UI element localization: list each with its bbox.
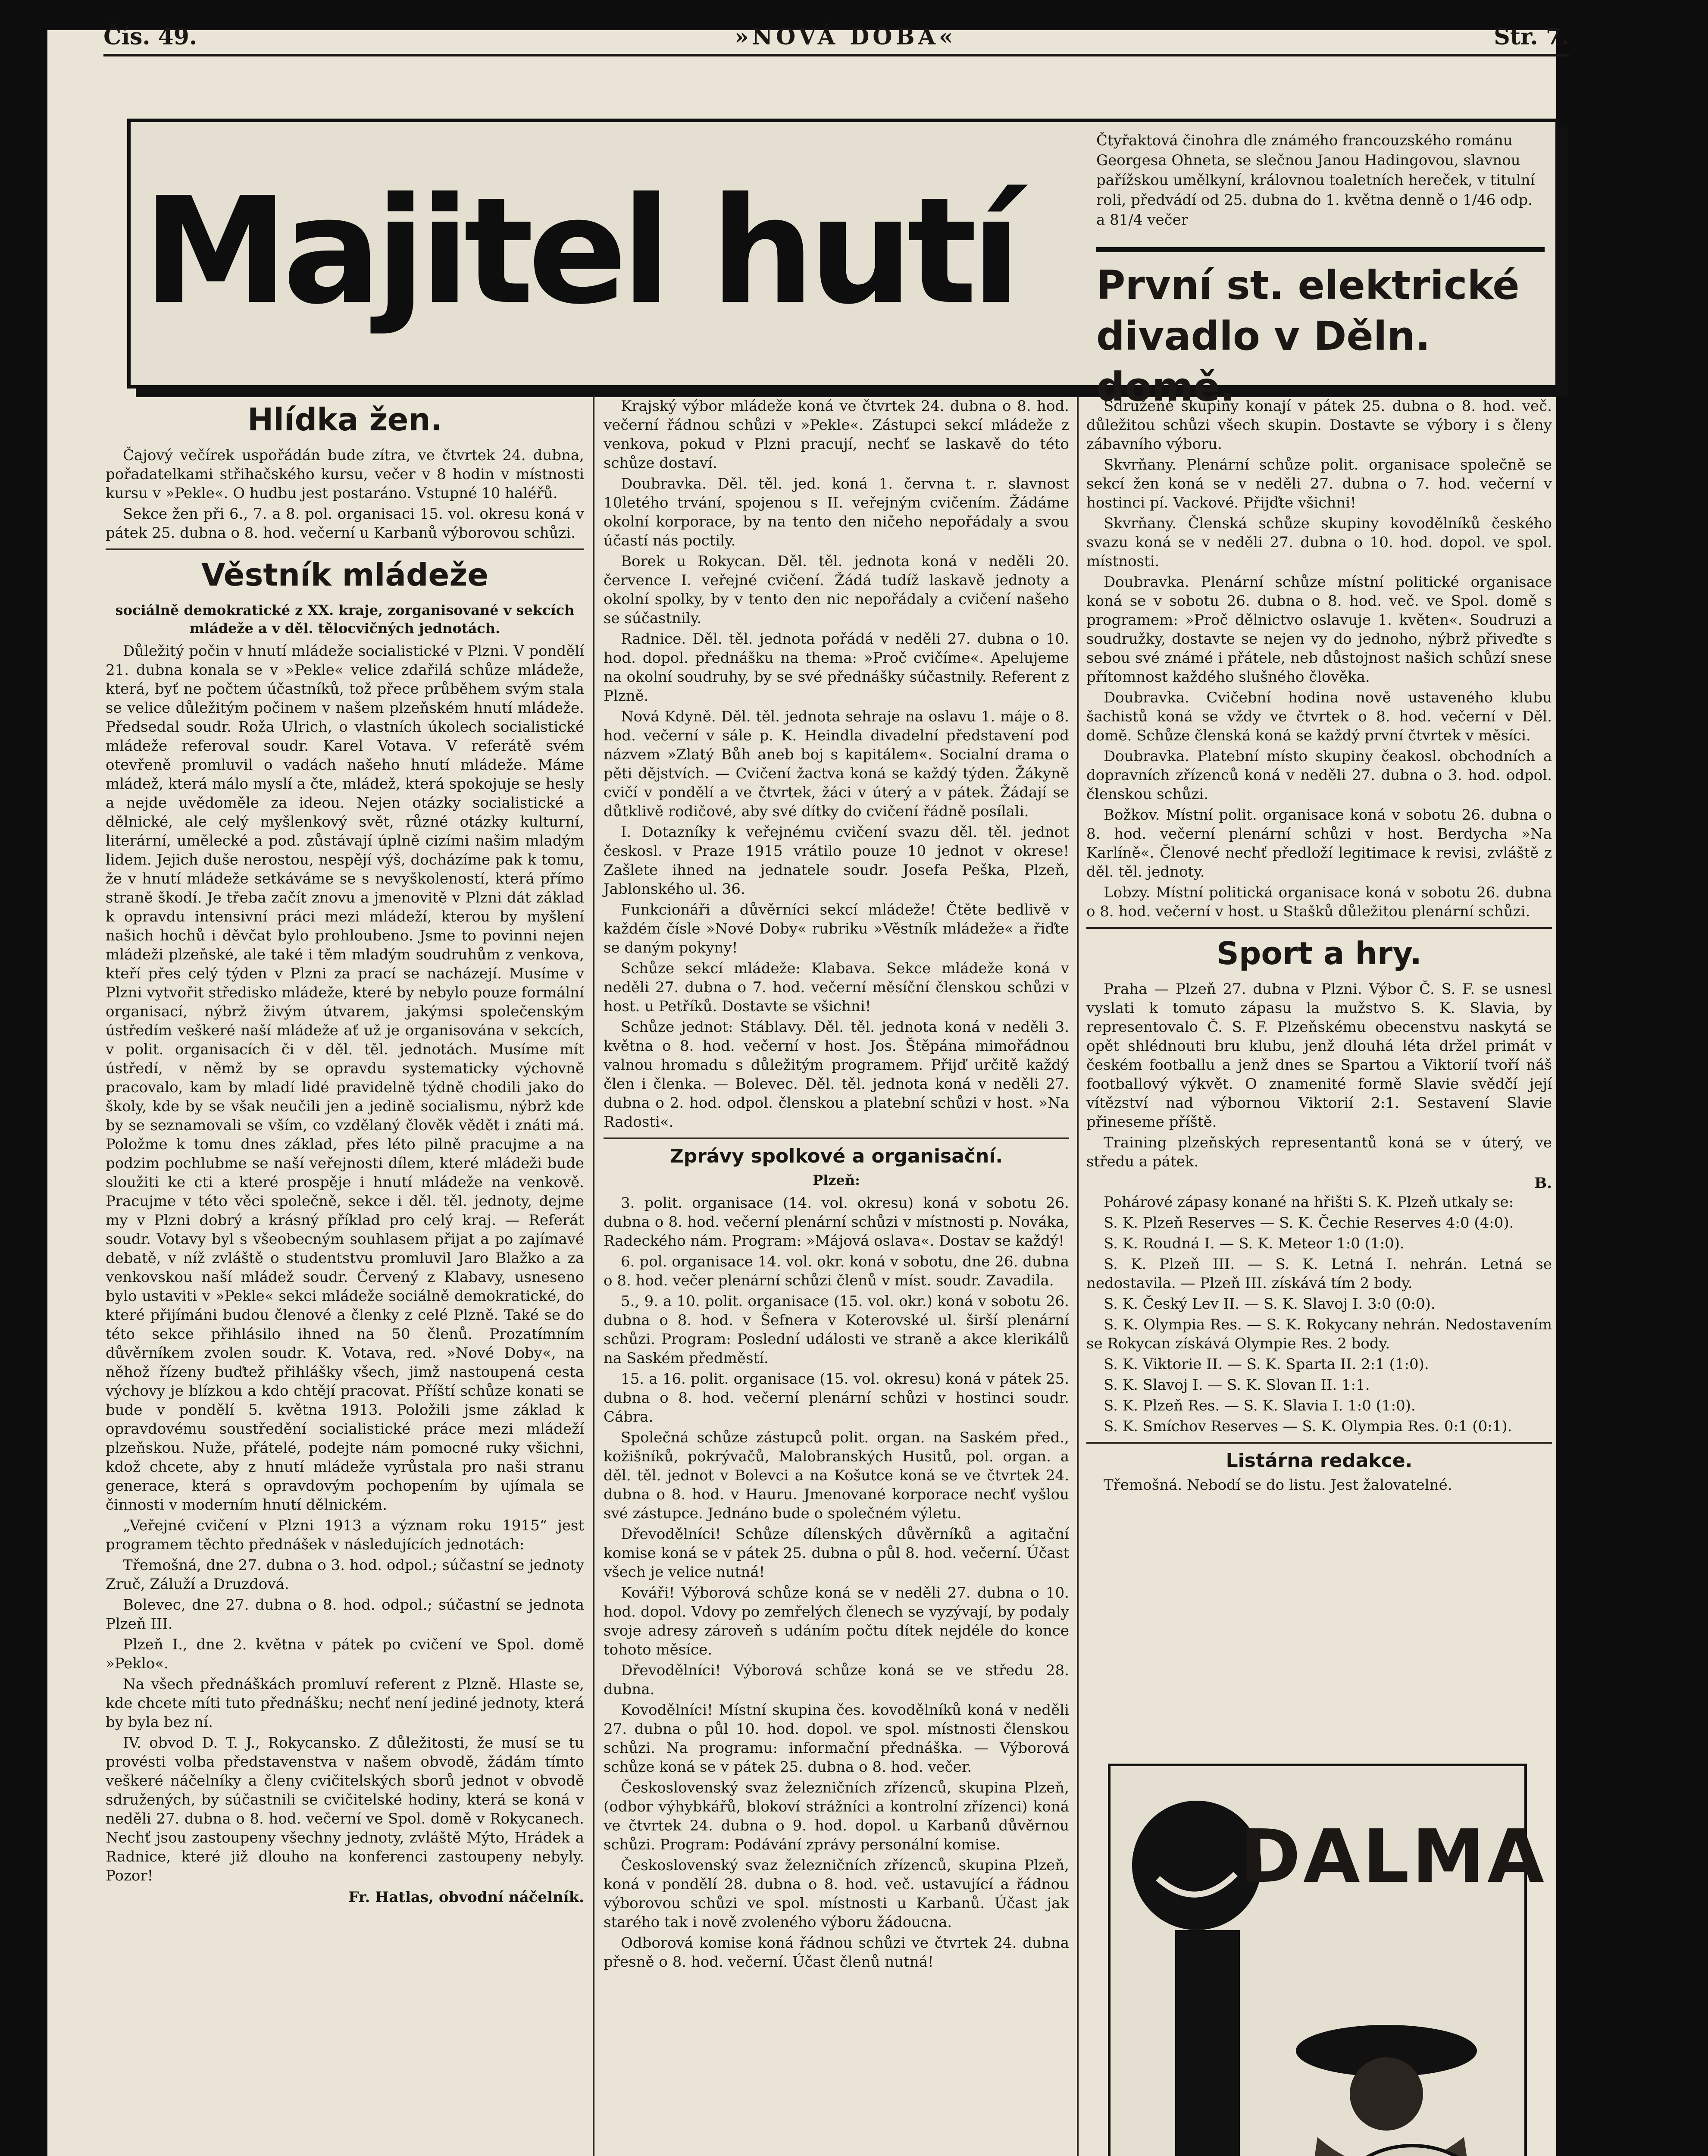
signature: Fr. Hatlas, obvodní náčelník. [348,1889,584,1906]
article-signature: B. [1534,1175,1552,1192]
ad-title: Majitel hutí [143,166,1016,337]
match-result: S. K. Plzeň Reserves — S. K. Čechie Reserves 4:0 (4:0). [1104,1214,1514,1232]
article-paragraph: Doubravka. Cvičební hodina nově ustaveného klubu šachistů koná se vždy ve čtvrtek o 8. hod. večerní v Děl. domě. Schůze členská koná se každý první čtvrtek v měsíci. [1086,689,1552,744]
article-paragraph: I. Dotazníky k veřejnému cvičení svazu děl. těl. jednot českosl. v Praze 1915 vrátilo pouze 10 jednot v okrese! Zašlete ihned na jednatele soudr. Josefa Peška, Plzeň, Jablonského ul. 36. [604,824,1069,898]
article-paragraph: Odborová komise koná řádnou schůzi ve čtvrtek 24. dubna přesně o 8. hod. večerní. Účast členů nutná! [604,1934,1069,1971]
match-result: S. K. Plzeň III. — S. K. Letná I. nehrán. Letná se nedostavila. — Plzeň III. získává tím 2 body. [1086,1256,1552,1292]
film-advertisement [127,119,1559,410]
article-paragraph: Důležitý počin v hnutí mládeže socialistické v Plzni. V pondělí 21. dubna konala se v »Pekle« velice zdařilá schůze mládeže, která, byť ne počtem účastníků, tož přece průběhem svým stala se velice důležitým počinem v našem plzeňském hnutí mládeže. Předsedal soudr. Roža Ulrich, o vlastních úkolech socialistické mládeže referoval soudr. Karel Votava. V referátě svém otevřeně promluvil o vadách našeho hnutí mládeže. Máme mládež, která málo myslí a čte, mládež, která spokojuje se hesly a nejde uvědoměle za ideou. Nejen otázky socialistické a dělnické, ale celý myšlenkový svět, různé otázky kulturní, literární, umělecké a pod. zůstávají úplně cizími našim mladým lidem. Jejich duše nerostou, nespějí výš, docházíme pak k tomu, že v hnutí mládeže setkáváme se s nevyškoleností, která přímo straně škodí. Je třeba začít znovu a jmenovitě v Plzni dát základ k opravdu intensivní práci mezi mládeží, kterou by myšlení našich hochů i děvčat bylo prohloubeno. Jsme to povinni nejen mládeži plzeňské, ale také i těm mladým soudruhům z venkova, kteří přes celý týden v Plzni za prací se nacházejí. Musíme v Plzni vytvořit středisko mládeže, které by nebylo pouze formální organisací, nýbrž živým útvarem, jakýmsi společenským ústředím veškeré naší mládeže ať už je organisována v sekcích, v polit. organisacích či v děl. těl. jednotách. Musíme mít ústředí, v němž by se opravdu systematicky výchovně pracovalo, kam by mladí lidé pravidelně týdně chodili jako do školy, kde by se však neučili jen a jedině socialismu, nýbrž kde by se seznamovali se vším, co vzdělaný člověk vědět i znáti má. Položme k tomu dnes základ, přes léto pilně pracujme a na podzim pochlubme se naší veřejnosti dílem, které mládeži bude sloužiti ke cti a které prospěje i hnutí mládeže na venkově. Pracujme v této věci společně, sekce i děl. těl. jednoty, dejme my v Plzni dobrý a krásný příklad pro celý kraj. — Referát soudr. Votavy byl s všeobecným souhlasem přijat a po zajímavé debatě, v níž zvláště o studentstvu promluvil Jaro Blažko a za venkovskou naší mládež soudr. Červený z Klabavy, usneseno bylo ustaviti v »Pekle« sekci mládeže sociálně demokratické, do které přijímáni budou členové a členky z celé Plzně. Také se do této sekce přihlásilo ihned na 50 členů. Prozatímním důvěrníkem zvolen soudr. K. Votava, red. »Nové Doby«, na něhož řízeny buďtež přihlášky všech, jimž nastoupená cesta výchovy je blízkou a kdo chtějí pracovat. Příští schůze konati se bude v pondělí 5. května 1913. Položili jsme základ k opravdovému soustředění socialistické práce mezi mládeží plzeňskou. Nuže, přátelé, podejte nám pomocné ruky všichni, kdož chcete, aby z hnutí mládeže vyrůstala pro naši stranu generace, která s opravdovým pochopením by ujímala se činnosti v moderním hnutí dělnickém. [106,642,584,1514]
section-subtitle: sociálně demokratické z XX. kraje, zorganisované v sekcích mládeže a v děl. tělocvičných jednotách. [115,602,575,636]
article-paragraph: Praha — Plzeň 27. dubna v Plzni. Výbor Č. S. F. se usnesl vyslati k tomuto zápasu la mužstvo S. K. Slavia, by representovalo Č. S. F. Plzeňskému obecenstvu naskytá se opět shlédnouti bru klubu, jenž dlouhá léta držel primát v českém footballu a jenž dnes se Spartou a Viktorií tvoří náš footballový výkvět. O znamenité formě Slavie svědčí její vítězství nad výbornou Viktorií 2:1. Sestavení Slavie přineseme příště. [1086,981,1552,1131]
woman-head [1350,2057,1423,2131]
article-paragraph: Borek u Rokycan. Děl. těl. jednota koná v neděli 20. července I. veřejné cvičení. Žádá tudíž laskavě jednoty a okolní spolky, by v tento den nic nepořádaly a cvičení našeho se súčastnily. [604,553,1069,627]
section-title-sport: Sport a hry. [1217,935,1422,971]
article-paragraph: Doubravka. Plenární schůze místní politické organisace koná se v sobotu 26. dubna o 8. hod. več. ve Spol. domě s programem: »Proč dělnictvo oslavuje 1. květen«. Soudruzi a soudružky, dostavte se nejen vy do jednoho, nýbrž přiveďte s sebou své známé i přátele, neb důstojnost našich schůzí snese přítomnost každého slušného člověka. [1086,573,1552,686]
section-title-listarna: Listárna redakce. [1226,1450,1413,1472]
article-paragraph: Čajový večírek uspořádán bude zítra, ve čtvrtek 24. dubna, pořadatelkami střihačského kursu, večer v 8 hodin v místnosti kursu v »Pekle«. O hudbu jest postaráno. Vstupné 10 haléřů. [106,447,584,502]
match-result: S. K. Slavoj I. — S. K. Slovan II. 1:1. [1104,1376,1370,1394]
section-divider [1086,1442,1552,1444]
article-paragraph: 3. polit. organisace (14. vol. okresu) koná v sobotu 26. dubna o 8. hod. večerní plenární schůzi v místnosti p. Nováka, Radeckého nám. Program: »Májová oslava«. Dostav se každý! [604,1194,1069,1250]
match-result: S. K. Český Lev II. — S. K. Slavoj I. 3:0 (0:0). [1104,1295,1436,1313]
article-paragraph: Doubravka. Děl. těl. jed. koná 1. června t. r. slavnost 10letého trvání, spojenou s II. veřejným cvičením. Žádáme okolní korporace, by na tento den ničeho nepořádaly a svou účastí nás poctily. [604,475,1069,549]
article-paragraph: Božkov. Místní polit. organisace koná v sobotu 26. dubna o 8. hod. večerní plenární schůzi v host. Berdycha »Na Karlíně«. Členové nechť předloží legitimace k revisi, zvláště z děl. těl. jednoty. [1086,806,1552,881]
section-subtitle: Plzeň: [813,1172,860,1188]
section-divider [604,1138,1069,1139]
column-rule [1077,397,1079,2156]
section-divider [1086,927,1552,929]
page-number: Str. 7. [1494,23,1569,50]
article-paragraph: Sekce žen při 6., 7. a 8. pol. organisaci 15. vol. okresu koná v pátek 25. dubna o 8. hod. večerní u Karbanů výborovou schůzi. [106,505,584,542]
article-paragraph: Schůze sekcí mládeže: Klabava. Sekce mládeže koná v neděli 27. dubna o 7. hod. večerní měsíční členskou schůzi v host. u Petříků. Dostavte se všichni! [604,960,1069,1015]
article-paragraph: Třemošná, dne 27. dubna o 3. hod. odpol.; súčastní se jednoty Zruč, Záluží a Druzdová. [106,1557,584,1593]
article-paragraph: Schůze jednot: Stáblavy. Děl. těl. jednota koná v neděli 3. května o 8. hod. večerní v host. Jos. Štěpána mimořádnou valnou hromadu s důležitým programem. Přijď určitě každý člen i členka. — Bolevec. Děl. těl. jednota koná v neděli 27. dubna o 2. hod. odpol. členskou a platební schůzi v host. »Na Radosti«. [604,1018,1069,1131]
issue-number: Čís. 49. [103,23,197,50]
article-paragraph: Společná schůze zástupců polit. organ. na Saském před., kožišníků, pokrývačů, Malobranských Husitů, pol. organ. a děl. těl. jednot v Bolevci a na Košutce koná se ve čtvrtek 24. dubna o 8. hod. v Hauru. Jmenované korporace nechť vyšlou své zástupce. Jednáno bude o společném výletu. [604,1429,1069,1522]
article-paragraph: Československý svaz železničních zřízenců, skupina Plzeň, koná v pondělí 28. dubna o 8. hod. več. ustavující a řádnou výborovou schůzi ve spol. místnosti u Karbanů. Účast jak starého tak i nově zvoleného výboru žádoucna. [604,1857,1069,1931]
mascot-body [1175,1930,1240,2156]
article-paragraph: Sdružené skupiny konají v pátek 25. dubna o 8. hod. več. důležitou schůzi všech skupin. Dostavte se výbory i s členy zábavního výboru. [1086,398,1552,453]
section-title-hlidka: Hlídka žen. [247,401,443,438]
column-2 [604,397,1069,2156]
section-title-zpravy: Zprávy spolkové a organisační. [669,1145,1003,1167]
article-paragraph: Skvrňany. Členská schůze skupiny kovodělníků českého svazu koná se v neděli 27. dubna o 10. hod. dopol. ve spol. místnosti. [1086,515,1552,570]
article-paragraph: Pohárové zápasy konané na hřišti S. K. Plzeň utkaly se: [1104,1194,1514,1211]
match-result: S. K. Viktorie II. — S. K. Sparta II. 2:1 (1:0). [1104,1356,1429,1373]
match-result: S. K. Roudná I. — S. K. Meteor 1:0 (1:0). [1104,1235,1405,1252]
article-paragraph: Training plzeňských representantů koná se v úterý, ve středu a pátek. [1086,1134,1552,1170]
dalma-advertisement [1108,1764,1547,2156]
article-paragraph: Krajský výbor mládeže koná ve čtvrtek 24. dubna o 8. hod. večerní řádnou schůzi v »Pekle«. Zástupci sekcí mládeže z venkova, pokud v Plzni pracují, nechť se laskavě do této schůze dostaví. [604,398,1069,472]
page-header [103,19,1569,56]
ad-venue: První st. elektrické divadlo v Děln. domě. [1096,262,1520,410]
article-paragraph: Dřevodělníci! Výborová schůze koná se ve středu 28. dubna. [604,1662,1069,1698]
match-result: S. K. Olympia Res. — S. K. Rokycany nehrán. Nedostavením se Rokycan získává Olympie Res. 2 body. [1086,1316,1552,1352]
article-paragraph: Funkcionáři a důvěrníci sekcí mládeže! Čtěte bedlivě v každém čísle »Nové Doby« rubriku »Věstník mládeže« a řiďte se daným pokyny! [604,901,1069,956]
article-paragraph: IV. obvod D. T. J., Rokycansko. Z důležitosti, že musí se tu provésti volba představenstva v našem obvodě, žádám tímto veškeré náčelníky a členy cvičitelských sborů jednot v obvodě sdružených, by súčastnili se cvičitelské hodiny, která se koná v neděli 27. dubna o 8. hod. večerní ve Spol. domě v Rokycanech. Nechť jsou zastoupeny všechny jednoty, zvláště Mýto, Hrádek a Radnice, které již dlouho na konferenci zastoupeny nebyly. Pozor! [106,1734,584,1884]
ad-divider [1096,247,1545,252]
article-paragraph: Třemošná. Nebodí se do listu. Jest žalovatelné. [1104,1476,1452,1494]
article-paragraph: Nová Kdyně. Děl. těl. jednota sehraje na oslavu 1. máje o 8. hod. večerní v sále p. K. Heindla divadelní představení pod názvem »Zlatý Bůh aneb boj s kapitálem«. Socialní drama o pěti dějstvích. — Cvičení žactva koná se každý týden. Žákyně cvičí v pondělí a ve čtvrtek, žáci v úterý a v pátek. Žádají se důtklivě rodičové, aby své dítky do cvičení řádně posílali. [604,708,1069,820]
article-paragraph: 5., 9. a 10. polit. organisace (15. vol. okr.) koná v sobotu 26. dubna o 8. hod. v Šefnera v Koterovské ul. širší plenární schůzi. Program: Poslední události ve straně a akce klerikálů na Saském předměstí. [604,1293,1069,1367]
article-paragraph: Bolevec, dne 27. dubna o 8. hod. odpol.; súčastní se jednota Plzeň III. [106,1596,584,1633]
section-divider [106,548,584,550]
article-paragraph: Kovodělníci! Místní skupina čes. kovodělníků koná v neděli 27. dubna o půl 10. hod. dopol. ve spol. místnosti členskou schůzi. Na programu: informační přednáška. — Výborová schůze koná se v pátek 25. dubna o 8. hod. večer. [604,1702,1069,1776]
article-paragraph: Československý svaz železničních zřízenců, skupina Plzeň, (odbor výhybkářů, blokoví strážníci a kontrolní zřízenci) koná ve čtvrtek 24. dubna o 9. hod. dopol. u Karbanů důvěrnou schůzi. Program: Podávání zprávy personální komise. [604,1779,1069,1853]
article-paragraph: Radnice. Děl. těl. jednota pořádá v neděli 27. dubna o 10. hod. dopol. přednášku na thema: »Proč cvičíme«. Apelujeme na okolní soudruhy, by se své přednášky súčastnily. Referent z Plzně. [604,630,1069,705]
article-paragraph: Kováři! Výborová schůze koná se v neděli 27. dubna o 10. hod. dopol. Vdovy po zemřelých členech se vyzývají, by podaly svoje adresy zároveň s udáním počtu dítek nejdéle do konce tohoto měsíce. [604,1584,1069,1658]
match-result: S. K. Plzeň Res. — S. K. Slavia I. 1:0 (1:0). [1104,1397,1416,1414]
article-paragraph: 6. pol. organisace 14. vol. okr. koná v sobotu, dne 26. dubna o 8. hod. večer plenární schůzi členů v míst. soudr. Zavadila. [604,1253,1069,1289]
article-paragraph: Dřevodělníci! Schůze dílenských důvěrníků a agitační komise koná se v pátek 25. dubna o půl 8. hod. večerní. Účast všech je velice nutná! [604,1526,1069,1581]
dalma-wordmark: DALMA [1240,1814,1547,1899]
article-paragraph: Lobzy. Místní politická organisace koná v sobotu 26. dubna o 8. hod. večerní v host. u Stašků důležitou plenární schůzi. [1086,884,1552,920]
ad-description: Čtyřaktová činohra dle známého francouzského románu Georgesa Ohneta, se slečnou Janou Hadingovou, slavnou pařížskou umělkyní, královnou toaletních hereček, v titulní roli, předvádí od 25. dubna do 1. května denně o 1/46 odp. a 81/4 večer [1096,132,1535,229]
masthead: »NOVÁ DOBA« [735,23,957,50]
article-paragraph: „Veřejné cvičení v Plzni 1913 a význam roku 1915“ jest programem těchto přednášek v následujících jednotách: [106,1517,584,1553]
column-1 [106,397,584,2156]
section-title-vestnik: Věstník mládeže [201,557,489,593]
match-result: S. K. Smíchov Reserves — S. K. Olympia Res. 0:1 (0:1). [1104,1418,1512,1435]
article-paragraph: Na všech přednáškách promluví referent z Plzně. Hlaste se, kde chcete míti tuto přednášku; nechť není jediné jednoty, která by byla bez ní. [106,1676,584,1731]
article-paragraph: Plzeň I., dne 2. května v pátek po cvičení ve Spol. domě »Peklo«. [106,1636,584,1672]
article-paragraph: Doubravka. Platební místo skupiny čeakosl. obchodních a dopravních zřízenců koná v neděli 27. dubna o 3. hod. odpol. členskou schůzi. [1086,748,1552,803]
column-rule [593,397,594,2156]
article-paragraph: 15. a 16. polit. organisace (15. vol. okresu) koná v pátek 25. dubna o 8. hod. večerní plenární schůzi v hostinci soudr. Cábra. [604,1370,1069,1426]
article-paragraph: Skvrňany. Plenární schůze polit. organisace společně se sekcí žen koná se v neděli 27. dubna o 7. hod. večerní v hostinci pí. Vackové. Přijďte všichni! [1086,456,1552,511]
